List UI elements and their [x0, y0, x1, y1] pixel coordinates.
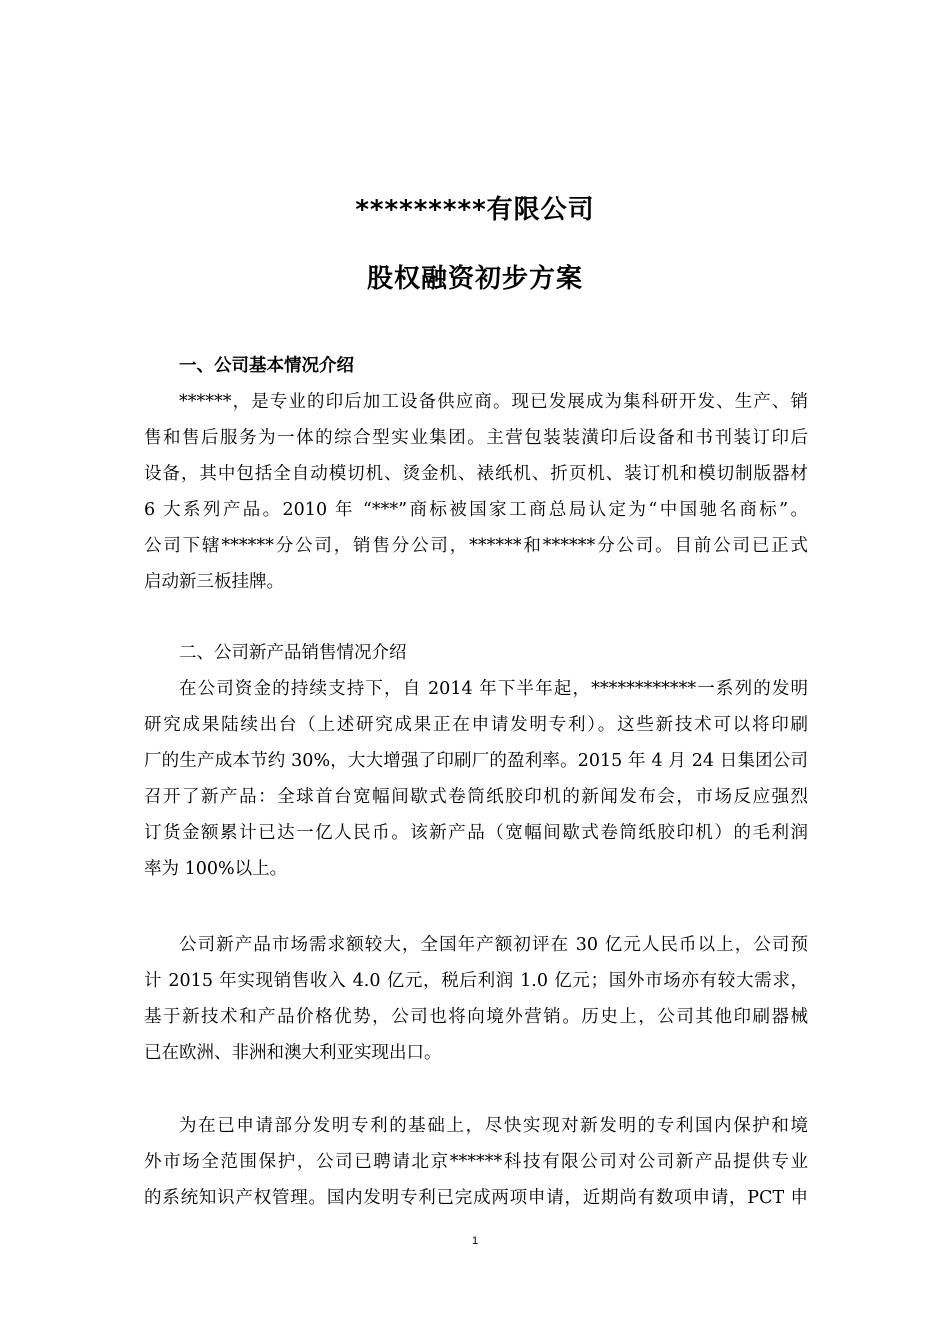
paragraph-line: 研究成果陆续出台（上述研究成果正在申请发明专利）。这些新技术可以将印刷	[144, 715, 808, 735]
section-heading: 一、公司基本情况介绍	[179, 356, 354, 376]
page-number: 1	[471, 1235, 479, 1247]
paragraph-line: 的系统知识产权管理。国内发明专利已完成两项申请，近期尚有数项申请，PCT 申	[144, 1188, 808, 1208]
paragraph-line: ******，是专业的印后加工设备供应商。现已发展成为集科研开发、生产、销	[179, 392, 808, 412]
paragraph-patent-protection	[144, 1108, 808, 1216]
paragraph-line: 外市场全范围保护，公司已聘请北京******科技有限公司对公司新产品提供专业	[144, 1152, 808, 1172]
paragraph-line: 厂的生产成本节约 30%，大大增强了印刷厂的盈利率。2015 年 4 月 24 日集团公司	[144, 751, 808, 771]
paragraph-line: 6 大系列产品。2010 年 “***”商标被国家工商总局认定为“中国驰名商标”。	[144, 500, 808, 520]
paragraph-line: 召开了新产品：全球首台宽幅间歇式卷筒纸胶印机的新闻发布会，市场反应强烈	[144, 787, 808, 807]
paragraph-line: 公司下辖******分公司，销售分公司，******和******分公司。目前公司已正式	[144, 536, 808, 556]
paragraph-line: 设备，其中包括全自动模切机、烫金机、裱纸机、折页机、装订机和模切制版器材	[144, 464, 808, 484]
document-subtitle: 股权融资初步方案	[366, 264, 583, 294]
paragraph-line: 公司新产品市场需求额较大，全国年产额初评在 30 亿元人民币以上，公司预	[179, 935, 808, 955]
section-new-product-sales	[144, 635, 808, 887]
paragraph-line: 为在已申请部分发明专利的基础上，尽快实现对新发明的专利国内保护和境	[179, 1116, 808, 1136]
section-heading: 二、公司新产品销售情况介绍	[179, 643, 407, 663]
paragraph-line: 在公司资金的持续支持下，自 2014 年下半年起，************一系列的发明	[179, 679, 808, 699]
document-title: *********有限公司	[355, 195, 595, 225]
paragraph-line: 已在欧洲、非洲和澳大利亚实现出口。	[144, 1043, 442, 1063]
paragraph-line: 售和售后服务为一体的综合型实业集团。主营包装装潢印后设备和书刊装订印后	[144, 428, 808, 448]
paragraph-line: 启动新三板挂牌。	[144, 572, 284, 592]
paragraph-line: 率为 100%以上。	[144, 859, 288, 879]
section-company-overview	[144, 348, 808, 600]
paragraph-line: 订货金额累计已达一亿人民币。该新产品（宽幅间歇式卷筒纸胶印机）的毛利润	[144, 823, 808, 843]
paragraph-line: 计 2015 年实现销售收入 4.0 亿元，税后利润 1.0 亿元；国外市场亦有较大需求，	[144, 971, 808, 991]
paragraph-market-demand	[144, 927, 808, 1071]
paragraph-line: 基于新技术和产品价格优势，公司也将向境外营销。历史上，公司其他印刷器械	[144, 1007, 808, 1027]
